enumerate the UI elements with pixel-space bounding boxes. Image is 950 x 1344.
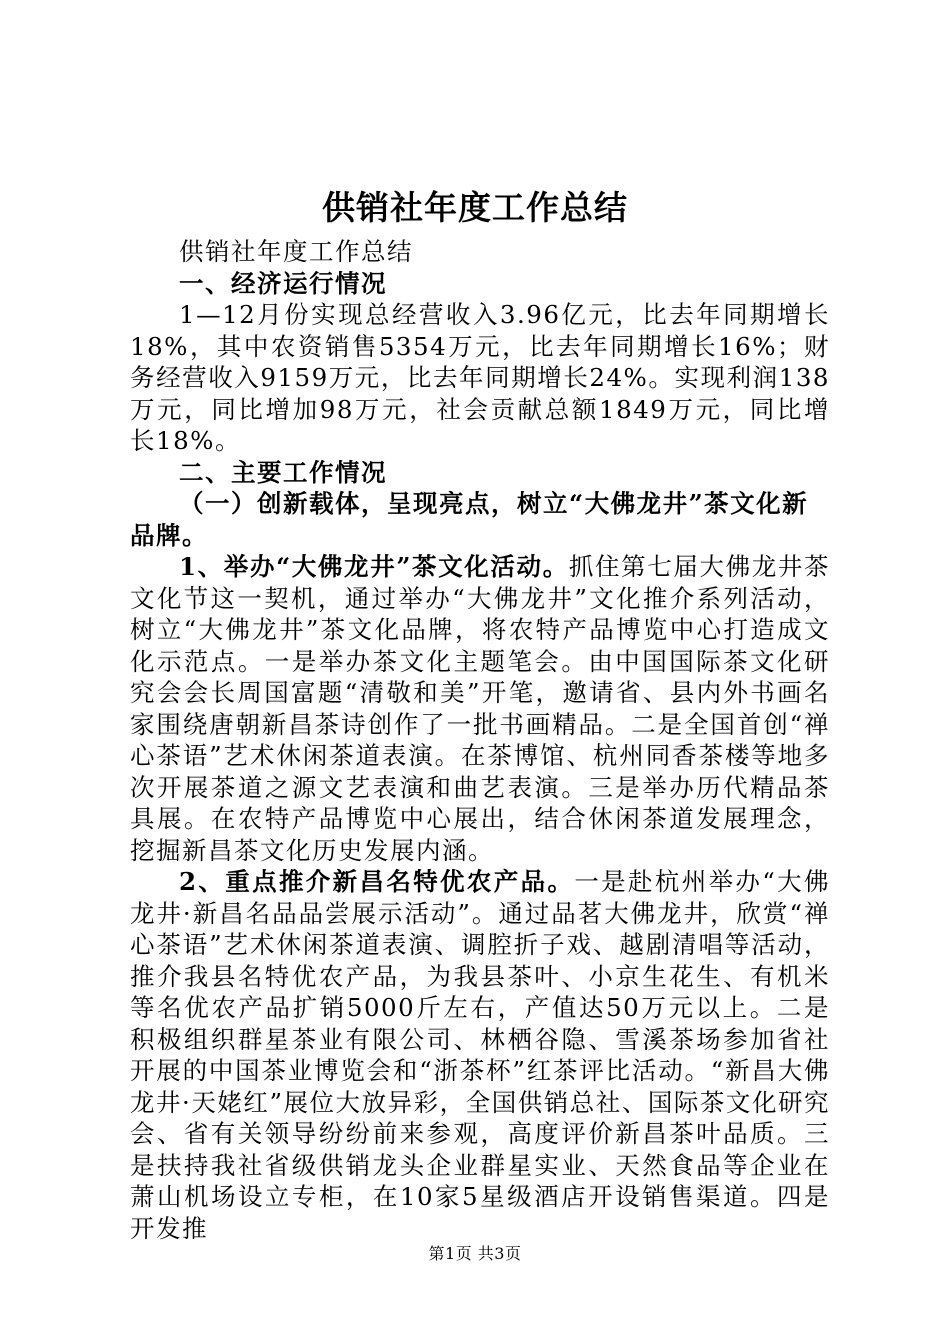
item-tea-culture-lead: 1、举办“大佛龙井”茶文化活动。 <box>179 552 569 581</box>
item-tea-culture <box>130 551 830 866</box>
document-title: 供销社年度工作总结 <box>322 188 628 227</box>
subsection-heading-innovation: （一）创新载体，呈现亮点，树立“大佛龙井”茶文化新品牌。 <box>130 489 809 550</box>
section-heading-economic: 一、经济运行情况 <box>179 268 387 298</box>
subtitle-line: 供销社年度工作总结 <box>179 237 413 266</box>
document-body <box>130 236 830 1244</box>
section-economic-text: 1—12月份实现总经营收入3.96亿元，比去年同期增长18%，其中农资销售5354万元，比去年同期增长16%；财务经营收入9159万元，比去年同期增长24%。实现利润138万元，同比增加98万元，社会贡献总额1849万元，同比增长18%。 <box>130 300 830 455</box>
item-tea-culture-text: 抓住第七届大佛龙井茶文化节这一契机，通过举办“大佛龙井”文化推介系列活动，树立“大佛龙井”茶文化品牌，将农特产品博览中心打造成文化示范点。一是举办茶文化主题笔会。由中国国际茶文化研究会会长周国富题“清敬和美”开笔，邀请省、县内外书画名家围绕唐朝新昌茶诗创作了一批书画精品。二是全国首创“禅心茶语”艺术休闲茶道表演。在茶博馆、杭州同香茶楼等地多次开展茶道之源文艺表演和曲艺表演。三是举办历代精品茶具展。在农特产品博览中心展出，结合休闲茶道发展理念，挖掘新昌茶文化历史发展内涵。 <box>130 552 831 865</box>
section-heading-work: 二、主要工作情况 <box>179 457 387 487</box>
item-promotion <box>130 866 830 1244</box>
item-promotion-text: 一是赴杭州举办“大佛龙井·新昌名品品尝展示活动”。通过品茗大佛龙井，欣赏“禅心茶语”艺术休闲茶道表演、调腔折子戏、越剧清唱等活动，推介我县名特优农产品，为我县茶叶、小京生花生、有机米等名优农产品扩销5000斤左右，产值达50万元以上。二是积极组织群星茶业有限公司、林栖谷隐、雪溪茶场参加省社开展的中国茶业博览会和“浙茶杯”红茶评比活动。“新昌大佛龙井·天姥红”展位大放异彩，全国供销总社、国际茶文化研究会、省有关领导纷纷前来参观，高度评价新昌茶叶品质。三是扶持我社省级供销龙头企业群星实业、天然食品等企业在萧山机场设立专柜，在10家5星级酒店开设销售渠道。四是开发推 <box>130 867 830 1243</box>
page-footer: 第1页 共3页 <box>428 1244 522 1263</box>
item-promotion-lead: 2、重点推介新昌名特优农产品。 <box>179 867 575 896</box>
